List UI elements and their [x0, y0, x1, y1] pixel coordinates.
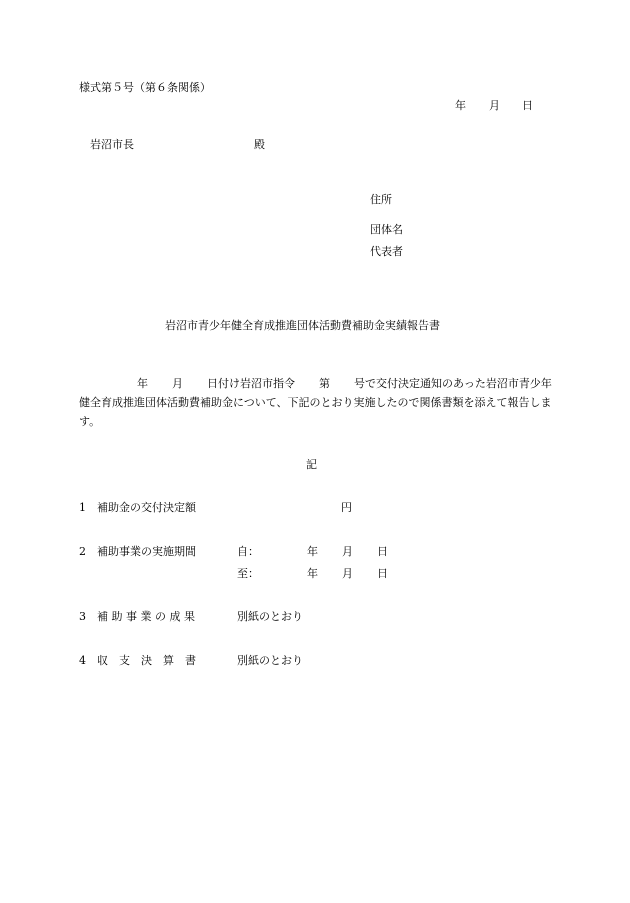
date-month: 月: [489, 99, 500, 112]
body-dated: 日付け岩沼市指令: [207, 377, 295, 390]
body-month: 月: [172, 377, 183, 390]
body-year: 年: [137, 377, 148, 390]
body-rest: 号で交付決定通知のあった岩沼市青少年健全育成推進団体活動費補助金について、下記のとおり実施したので関係書類を添えて報告します。: [79, 377, 552, 428]
document-title: 岩沼市青少年健全育成推進団体活動費補助金実績報告書: [165, 319, 440, 332]
item-1-label: 補助金の交付決定額: [97, 501, 196, 514]
item-2-number: 2: [79, 545, 86, 558]
addressee-honorific: 殿: [254, 138, 265, 151]
item-2-to-label: 至：: [237, 567, 259, 580]
item-1-number: 1: [79, 501, 86, 514]
applicant-representative-label: 代表者: [370, 245, 403, 258]
body-paragraph: [79, 374, 555, 431]
addressee-name: 岩沼市長: [90, 138, 134, 151]
item-2-to-day: 日: [377, 567, 388, 580]
body-dai: 第: [319, 377, 330, 390]
item-2-from-label: 自：: [237, 545, 259, 558]
applicant-group-label: 団体名: [370, 223, 403, 236]
item-2-from-year: 年: [307, 545, 318, 558]
item-2-to-month: 月: [342, 567, 353, 580]
item-4-number: 4: [79, 654, 86, 667]
item-2-from-day: 日: [377, 545, 388, 558]
item-4-label: 収 支 決 算 書: [97, 654, 196, 667]
item-2-to-year: 年: [307, 567, 318, 580]
item-1-unit: 円: [341, 501, 352, 514]
item-2-from-month: 月: [342, 545, 353, 558]
applicant-address-label: 住所: [370, 193, 392, 206]
item-3-label: 補 助 事 業 の 成 果: [97, 610, 195, 623]
ki-heading: 記: [306, 458, 317, 471]
date-year: 年: [455, 99, 466, 112]
form-number: 様式第５号（第６条関係）: [79, 81, 211, 94]
date-day: 日: [522, 99, 533, 112]
item-2-label: 補助事業の実施期間: [97, 545, 196, 558]
item-3-value: 別紙のとおり: [237, 610, 303, 623]
item-3-number: 3: [79, 610, 86, 623]
item-4-value: 別紙のとおり: [237, 654, 303, 667]
